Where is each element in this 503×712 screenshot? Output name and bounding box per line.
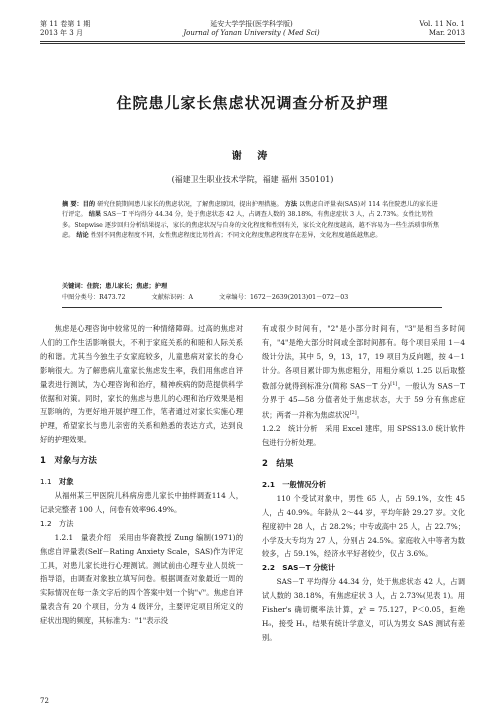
clc-number: 中图分类号：R473.72 bbox=[62, 294, 126, 301]
section-heading-2: 2 结果 bbox=[262, 459, 294, 469]
subsection-1-1-title: 对象 bbox=[58, 477, 74, 487]
subsection-2-1: 2.1 一般情况分析 bbox=[262, 479, 327, 489]
article-number: 文章编号：1672－2639(2013)01－072－03 bbox=[219, 294, 349, 301]
section-heading-1: 1 对象与方法 bbox=[40, 456, 97, 467]
issue-date: 2013 年 3 月 bbox=[40, 29, 83, 37]
left-column bbox=[40, 322, 243, 628]
scoring-paragraph bbox=[262, 322, 465, 422]
author-name: 谢 涛 bbox=[231, 151, 274, 162]
volume-issue-en: Vol. 11 No. 1 bbox=[419, 20, 465, 28]
citation-2: [2] bbox=[349, 409, 357, 416]
article-title: 住院患儿家长焦虑状况调查分析及护理 bbox=[116, 94, 389, 112]
subsection-2-2: 2.2 SAS－T 分统计 bbox=[262, 563, 336, 573]
subsection-1-2-2-title: 统计分析 bbox=[288, 424, 318, 434]
abstract-rule bbox=[62, 307, 442, 308]
journal-volume-en bbox=[419, 20, 465, 38]
subjects-paragraph: 从福州某三甲医院儿科病房患儿家长中抽样调查114 人，记录完整者 100 人，问卷有效率96.49%。 bbox=[40, 490, 243, 514]
subsection-1-2-2-number: 1.2.2 bbox=[262, 424, 289, 434]
subsection-1-2-1-number: 1.2.1 bbox=[54, 532, 81, 542]
stats-paragraph bbox=[262, 422, 465, 450]
scoring-text: 有或很少时间有，"2"是小部分时间有，"3"是相当多时间有，"4"是绝大部分时间或全部时间都有。每个项目采用 1－4 级计分法，其中 5，9，13，17，19 项目为反向题，按 4－1 计分。各项目累计即为焦虑粗分，用粗分乘以 1.25 以后取整数部分就得到标准分(简称 SAS－T 分) bbox=[262, 324, 465, 391]
issue-date-en: Mar. 2013 bbox=[428, 29, 465, 37]
header-rule bbox=[40, 41, 465, 42]
sas-paragraph: SAS－T 平均得分 44.34 分，处于焦虑状态 42 人，占调试人数的 38.18%，有焦虑症状 3 人，占 2.73%(见表 1)。用 Fisher's 确切概率法计算，χ² = 75.127，P＜0.05，拒绝 H₀，接受 H₁，结果有统计学意义，可认为男女 SAS 测试有差别。 bbox=[262, 577, 465, 642]
subsection-1-1 bbox=[40, 475, 243, 489]
journal-name bbox=[150, 20, 353, 38]
keywords: 关键词：住院；患儿家长；焦虑；护理 bbox=[62, 283, 168, 290]
classification-line bbox=[62, 293, 442, 303]
abstract-label-result: 结果 bbox=[88, 211, 102, 219]
subsection-1-2: 1.2 方法 bbox=[40, 518, 74, 528]
scoring-text-2: 。一般认为 SAS－T 分界于 45—58 分值者处于焦虑状态，大于 59 分有焦虑症状；两者一并称为焦虑状况 bbox=[262, 381, 465, 420]
journal-name-en: Journal of Yanan University ( Med Sci) bbox=[183, 29, 320, 37]
journal-volume-info bbox=[40, 20, 90, 38]
intro-paragraph: 焦虑是心理咨询中较常见的一种情绪障碍。过高的焦虑对人们的工作生活影响很大，不利于家庭关系的和睦和人际关系的和谐。尤其当今独生子女家庭较多，儿童患病对家长的身心影响很大。为了解患病儿童家长焦虑发生率，我们用焦虑自评量表进行测试，为心理咨询和治疗，精神疾病的防范提供科学依据和对策。同时，家长的焦虑与患儿的心理和治疗效果是相互影响的，为更好地开展护理工作，笔者通过对家长实施心理护理，希望家长与患儿亲密的关系和熟悉的表达方式，达到良好的护理效果。 bbox=[40, 324, 243, 445]
volume-issue: 第 11 卷第 1 期 bbox=[40, 20, 91, 28]
general-paragraph: 110 个受试对象中，男性 65 人，占 59.1%，女性 45 人，占 40.9%。年龄从 2～44 岁，平均年龄 29.27 岁。文化程度初中 28 人，占 28.2%；中专或高中 25 人，占 22.7%；小学及大专均为 27 人，分别占 24.5%。家庭收入中等者为数较多，占 59.1%，经济水平好者较少，仅占 3.6%。 bbox=[262, 493, 465, 559]
journal-name-cn: 延安大学学报(医学科学版) bbox=[210, 20, 293, 28]
scale-paragraph bbox=[40, 531, 243, 628]
header-rule-thin bbox=[40, 43, 465, 44]
scale-text: 采用由华裔教授 Zung 编制(1971)的焦虑自评量表(Self－Rating Anxiety Scale，SAS)作为评定工具，对患儿家长进行心理测试。测试前由心理专业人员统一指导语，由调查对象独立填写问卷。根据调查对象最近一周的实际情况在每一条文字后的四个答案中划一个钩"√"。焦虑自评量表含有 20 个项目，分为 4 级评分，主要评定项目所定义的症状出现的频度，其标准为："1"表示没 bbox=[40, 532, 244, 626]
abstract-label-conclusion: 结论 bbox=[76, 232, 89, 240]
page-number: 72 bbox=[40, 697, 49, 705]
subsection-1-1-number: 1.1 bbox=[40, 477, 59, 487]
scoring-text-end: 。 bbox=[356, 410, 364, 420]
abstract-result: SAS－T 平均得分 44.34 分，处于焦虑状态 42 人，占调查人数的 38.18%，有焦虑症状 3 人，占 2.73%。女性比男性多。Stepwise 逐步回归分析结果提示，家长的焦虑状况与自身的文化程度和性别有关，家长文化程度越高，越不容易为一些生活琐事所焦虑。 bbox=[62, 211, 439, 240]
abstract bbox=[62, 200, 442, 242]
abstract-conclusion: 性别不同焦虑程度不同，女性焦虑程度比男性高；不同文化程度焦虑程度存在差异，文化程度越低越焦虑。 bbox=[90, 232, 382, 240]
abstract-label-objective: 摘 要：目的 bbox=[62, 201, 96, 208]
abstract-label-method: 方法 bbox=[284, 201, 298, 208]
author-affiliation: (福建卫生职业技术学院，福建 福州 350101) bbox=[171, 175, 334, 184]
right-column bbox=[262, 322, 465, 645]
abstract-method: 以焦虑自评量表(SAS)对 114 名住院患儿的家长进行评定。 bbox=[62, 201, 438, 219]
subsection-1-2-1-title: 量表介绍 bbox=[81, 532, 112, 542]
document-code: 文献标识码：A bbox=[151, 294, 194, 301]
abstract-objective: 研究住院期间患儿家长的焦虑状况，了解焦虑原因，提出护理措施。 bbox=[97, 201, 283, 208]
citation-1: [1] bbox=[390, 380, 398, 387]
stats-text: 采用 Excel 建库，用 SPSS13.0 统计软件包进行分析处理。 bbox=[262, 424, 465, 448]
